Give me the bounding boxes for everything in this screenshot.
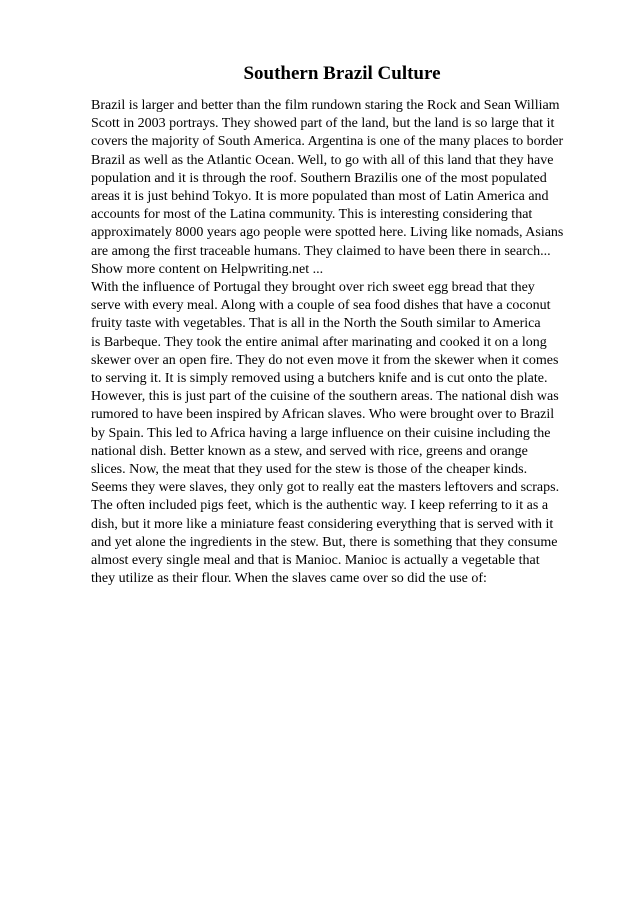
body-line: serve with every meal. Along with a couple of sea food dishes that have a coconut	[91, 298, 551, 314]
body-line: With the influence of Portugal they brought over rich sweet egg bread that they	[91, 280, 535, 296]
body-line: skewer over an open fire. They do not even move it from the skewer when it comes	[91, 352, 559, 368]
body-line: by Spain. This led to Africa having a large influence on their cuisine including the	[91, 425, 551, 441]
body-line: Scott in 2003 portrays. They showed part of the land, but the land is so large that it	[91, 116, 555, 132]
body-line: accounts for most of the Latina community. This is interesting considering that	[91, 207, 533, 223]
document-title: Southern Brazil Culture	[243, 63, 441, 84]
body-line: rumored to have been inspired by African slaves. Who were brought over to Brazil	[91, 407, 555, 423]
body-line: are among the first traceable humans. They claimed to have been there in search...	[91, 243, 551, 259]
show-more-link[interactable]: Show more content on Helpwriting.net ...	[91, 261, 324, 277]
body-line: approximately 8000 years ago people were spotted here. Living like nomads, Asians	[91, 225, 564, 241]
body-line: Brazil is larger and better than the film rundown staring the Rock and Sean William	[91, 98, 560, 113]
body-line: However, this is just part of the cuisine of the southern areas. The national dish was	[91, 389, 559, 405]
body-line: Brazil as well as the Atlantic Ocean. Well, to go with all of this land that they have	[91, 152, 554, 168]
body-line: dish, but it more like a miniature feast considering everything that is served with it	[91, 516, 554, 532]
body-line: areas it is just behind Tokyo. It is more populated than most of Latin America and	[91, 189, 549, 205]
body-line: covers the majority of South America. Argentina is one of the many places to border	[91, 134, 564, 150]
body-line: The often included pigs feet, which is the authentic way. I keep referring to it as a	[91, 498, 549, 514]
body-line: Seems they were slaves, they only got to really eat the masters leftovers and scraps.	[91, 480, 560, 496]
body-line: population and it is through the roof. Southern Brazilis one of the most populated	[91, 170, 547, 186]
body-line: national dish. Better known as a stew, and served with rice, greens and orange	[91, 443, 528, 459]
body-line: almost every single meal and that is Manioc. Manioc is actually a vegetable that	[91, 553, 540, 569]
body-line: slices. Now, the meat that they used for the stew is those of the cheaper kinds.	[91, 462, 528, 478]
body-line: they utilize as their flour. When the slaves came over so did the use of:	[91, 571, 487, 587]
body-line: and yet alone the ingredients in the stew. But, there is something that they consume	[91, 534, 558, 550]
document-body	[91, 97, 611, 588]
body-line: fruity taste with vegetables. That is all in the North the South similar to America	[91, 316, 541, 332]
body-line: is Barbeque. They took the entire animal after marinating and cooked it on a long	[91, 334, 547, 350]
body-line: to serving it. It is simply removed using a butchers knife and is cut onto the plate.	[91, 371, 548, 387]
